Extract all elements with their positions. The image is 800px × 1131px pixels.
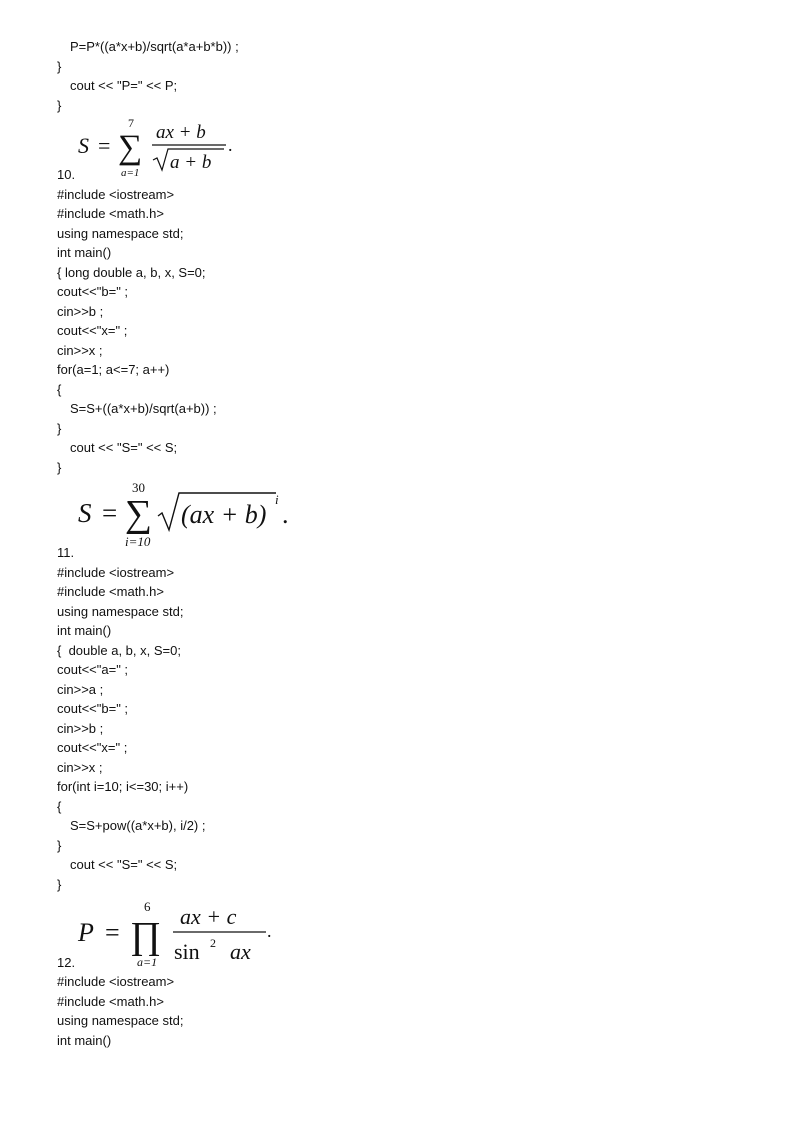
- product-lower-limit: a=1: [137, 955, 158, 969]
- code-line: }: [57, 59, 62, 74]
- code-line: #include <math.h>: [57, 584, 164, 599]
- code-line: S=S+pow((a*x+b), i/2) ;: [70, 818, 206, 833]
- code-line: int main(): [57, 1033, 112, 1048]
- formula-product: [76, 896, 276, 970]
- code-line: for(a=1; a<=7; a++): [57, 362, 170, 377]
- code-line: cout<<"x=" ;: [57, 740, 128, 755]
- code-line: cout << "S=" << S;: [70, 857, 178, 872]
- code-line: S=S+((a*x+b)/sqrt(a+b)) ;: [70, 401, 217, 416]
- formula-equals: =: [105, 918, 120, 947]
- code-line: }: [57, 838, 62, 853]
- section-number: 10.: [57, 167, 76, 182]
- code-line: cin>>x ;: [57, 343, 103, 358]
- code-line: using namespace std;: [57, 604, 184, 619]
- code-line: cout<<"x=" ;: [57, 323, 128, 338]
- formula-sum-1: [74, 114, 249, 182]
- formula-period: .: [267, 921, 272, 941]
- code-line: cout << "P=" << P;: [70, 78, 178, 93]
- code-line: }: [57, 877, 62, 892]
- code-line: for(int i=10; i<=30; i++): [57, 779, 189, 794]
- formula-lhs: S: [78, 498, 92, 528]
- code-line: {: [57, 382, 62, 397]
- code-line: #include <math.h>: [57, 994, 164, 1009]
- code-line: cin>>x ;: [57, 760, 103, 775]
- product-symbol: ∏: [130, 915, 162, 957]
- code-line: { double a, b, x, S=0;: [57, 643, 181, 658]
- fraction-numerator: ax + c: [180, 904, 237, 929]
- code-line: cin>>b ;: [57, 304, 104, 319]
- formula-equals: =: [98, 133, 111, 158]
- formula-period: .: [228, 135, 233, 155]
- sigma-symbol: ∑: [118, 129, 143, 166]
- section-number: 11.: [57, 545, 75, 560]
- code-line: int main(): [57, 623, 112, 638]
- code-line: #include <math.h>: [57, 206, 164, 221]
- code-line: {: [57, 799, 62, 814]
- code-line: cout<<"b=" ;: [57, 701, 129, 716]
- code-line: }: [57, 460, 62, 475]
- code-line: using namespace std;: [57, 1013, 184, 1028]
- sigma-symbol: ∑: [125, 493, 153, 535]
- code-line: int main(): [57, 245, 112, 260]
- sum-upper-limit: 7: [128, 116, 134, 130]
- code-line: cin>>a ;: [57, 682, 104, 697]
- code-line: using namespace std;: [57, 226, 184, 241]
- sum-lower-limit: i=10: [125, 534, 151, 549]
- code-line: }: [57, 98, 62, 113]
- code-line: cout << "S=" << S;: [70, 440, 178, 455]
- formula-lhs: P: [78, 918, 94, 947]
- denominator-sin: sin: [174, 939, 200, 964]
- fraction-numerator: ax + b: [156, 122, 206, 143]
- sum-upper-limit: 30: [132, 480, 145, 495]
- formula-sum-2: [76, 478, 306, 550]
- product-upper-limit: 6: [144, 899, 151, 914]
- radicand: (ax + b): [181, 500, 267, 529]
- code-line: #include <iostream>: [57, 187, 175, 202]
- formula-equals: =: [102, 498, 118, 528]
- code-line: cout<<"b=" ;: [57, 284, 129, 299]
- code-line: cout<<"a=" ;: [57, 662, 129, 677]
- sum-lower-limit: a=1: [121, 167, 140, 179]
- code-line: #include <iostream>: [57, 565, 175, 580]
- code-line: }: [57, 421, 62, 436]
- denominator-exponent: 2: [210, 936, 216, 950]
- exponent: i: [275, 492, 279, 507]
- section-number: 12.: [57, 955, 76, 970]
- code-line: #include <iostream>: [57, 974, 175, 989]
- radicand: a + b: [170, 152, 212, 173]
- denominator-arg: ax: [230, 939, 251, 964]
- formula-period: .: [282, 500, 289, 529]
- code-line: cin>>b ;: [57, 721, 104, 736]
- formula-lhs: S: [78, 133, 89, 158]
- code-line: { long double a, b, x, S=0;: [57, 265, 206, 280]
- code-line: P=P*((a*x+b)/sqrt(a*a+b*b)) ;: [70, 39, 239, 54]
